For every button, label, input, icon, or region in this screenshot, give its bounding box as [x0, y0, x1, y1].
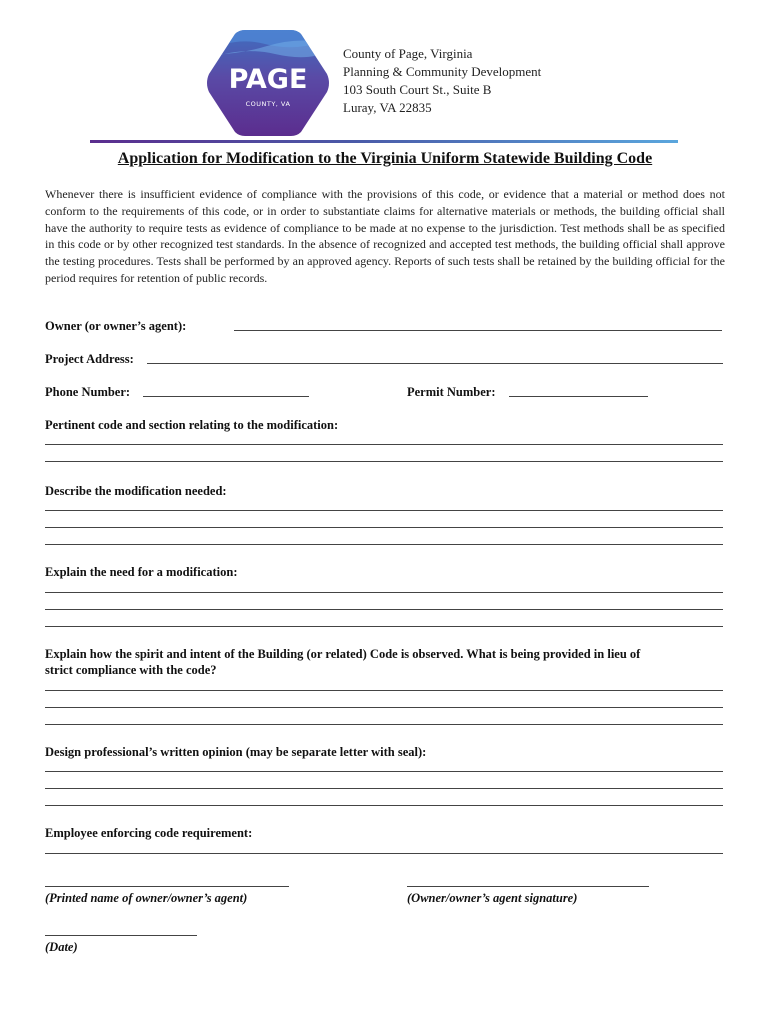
address-line: Planning & Community Development [343, 64, 542, 79]
address-line: Luray, VA 22835 [343, 100, 432, 115]
spirit-intent-label: Explain how the spirit and intent of the Building (or related) Code is observed. What is being provided in lieu of [45, 647, 641, 661]
pertinent-code-label: Pertinent code and section relating to the modification: [45, 418, 339, 432]
logo-subtext: COUNTY, VA [245, 100, 291, 108]
explain-need-label: Explain the need for a modification: [45, 565, 238, 579]
project-address-label: Project Address: [45, 352, 134, 366]
phone-field[interactable] [143, 396, 309, 397]
design-opinion-line[interactable] [45, 771, 723, 772]
employee-line[interactable] [45, 853, 723, 854]
form-title: Application for Modification to the Virginia Uniform Statewide Building Code [117, 150, 653, 167]
owner-label: Owner (or owner’s agent): [45, 319, 187, 333]
department-address [343, 45, 541, 117]
printed-name-field[interactable] [45, 886, 289, 887]
phone-label: Phone Number: [45, 385, 131, 399]
describe-line[interactable] [45, 527, 723, 528]
design-opinion-label: Design professional’s written opinion (may be separate letter with seal): [45, 745, 427, 759]
describe-line[interactable] [45, 544, 723, 545]
signature-caption: (Owner/owner’s agent signature) [407, 891, 578, 905]
logo-text: PAGE [228, 64, 308, 95]
project-address-field[interactable] [147, 363, 723, 364]
explain-need-line[interactable] [45, 626, 723, 627]
header-divider [90, 140, 678, 143]
date-caption: (Date) [45, 940, 78, 954]
pertinent-code-line[interactable] [45, 461, 723, 462]
spirit-intent-line[interactable] [45, 707, 723, 708]
describe-line[interactable] [45, 510, 723, 511]
spirit-intent-line[interactable] [45, 724, 723, 725]
design-opinion-line[interactable] [45, 805, 723, 806]
intro-paragraph: Whenever there is insufficient evidence of compliance with the provisions of this code, or evidence that a material or method does not conform to the requirements of this code, or in order to substantiate claims for alternative materials or methods, the building official shall have the authority to require tests as evidence of compliance to be made at no expense to the jurisdiction. Test methods shall be as specified in this code or by other recognized test standards. In the absence of recognized and accepted test methods, the building official shall approve the testing procedures. Tests shall be performed by an approved agency. Reports of such tests shall be retained by the building official for the period requires for retention of public records. [45, 187, 725, 285]
signature-field[interactable] [407, 886, 649, 887]
design-opinion-line[interactable] [45, 788, 723, 789]
printed-name-caption: (Printed name of owner/owner’s agent) [45, 891, 248, 905]
explain-need-line[interactable] [45, 592, 723, 593]
spirit-intent-label-cont: strict compliance with the code? [45, 663, 217, 677]
explain-need-line[interactable] [45, 609, 723, 610]
spirit-intent-line[interactable] [45, 690, 723, 691]
page-county-logo [205, 30, 331, 136]
permit-label: Permit Number: [407, 385, 496, 399]
pertinent-code-line[interactable] [45, 444, 723, 445]
address-line: 103 South Court St., Suite B [343, 82, 492, 97]
address-line: County of Page, Virginia [343, 46, 473, 61]
employee-label: Employee enforcing code requirement: [45, 826, 253, 840]
date-field[interactable] [45, 935, 197, 936]
describe-label: Describe the modification needed: [45, 484, 227, 498]
permit-field[interactable] [509, 396, 648, 397]
owner-field[interactable] [234, 330, 722, 331]
